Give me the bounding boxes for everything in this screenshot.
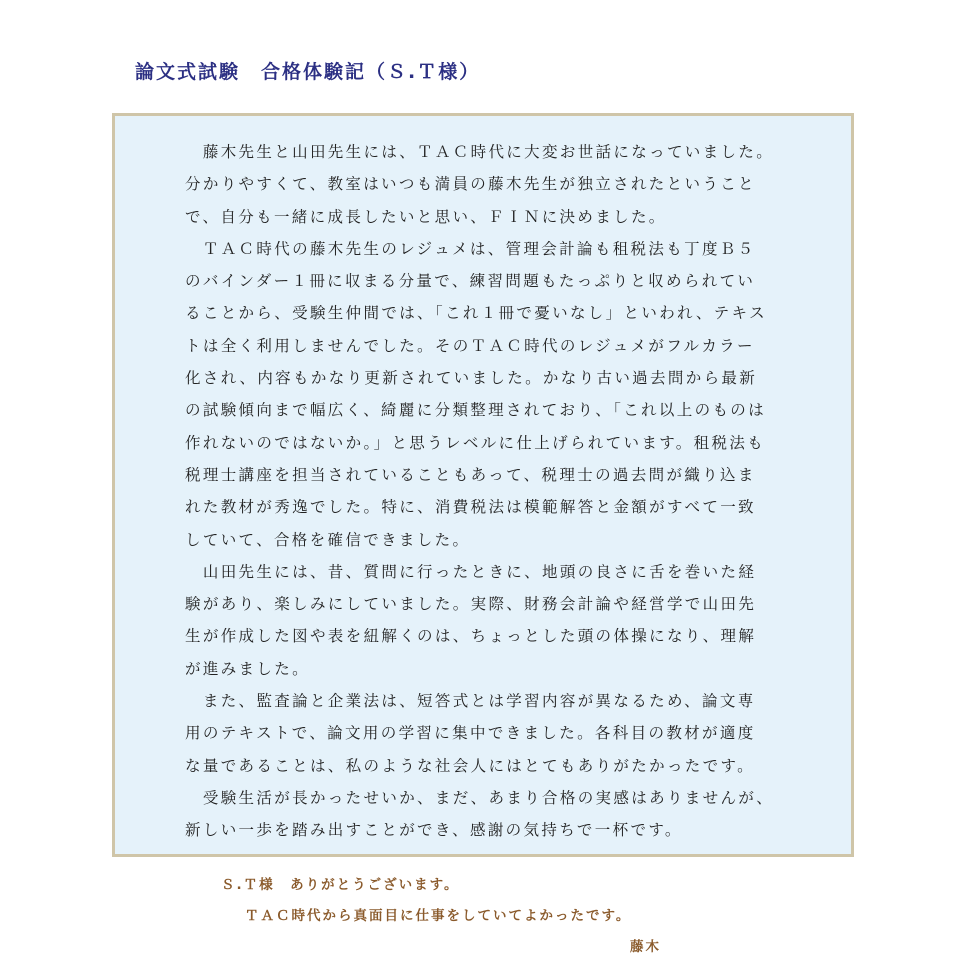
testimonial-line: ることから、受験生仲間では、「これ１冊で憂いなし」といわれ、テキス [185,304,767,323]
testimonial-box [112,113,854,857]
testimonial-line: のバインダー１冊に収まる分量で、練習問題もたっぷりと収められてい [185,272,756,291]
reply-message: ＴＡＣ時代から真面目に仕事をしていてよかったです。 [245,908,632,924]
testimonial-line: が進みました。 [185,659,310,678]
testimonial-line: の試験傾向まで幅広く、綺麗に分類整理されており、「これ以上のものは [185,401,766,420]
testimonial-line: トは全く利用しませんでした。そのＴＡＣ時代のレジュメがフルカラー [185,336,755,355]
testimonial-line: 化され、内容もかなり更新されていました。かなり古い過去問から最新 [185,369,758,388]
testimonial-line: で、自分も一緒に成長したいと思い、ＦＩＮに決めました。 [185,207,667,226]
testimonial-line: 験があり、楽しみにしていました。実際、財務会計論や経営学で山田先 [185,595,757,614]
testimonial-line: していて、合格を確信できました。 [185,530,471,549]
testimonial-line: 受験生活が長かったせいか、まだ、あまり合格の実感はありませんが、 [185,788,775,807]
testimonial-line: 藤木先生と山田先生には、ＴＡＣ時代に大変お世話になっていました。 [185,143,775,161]
testimonial-line: ＴＡＣ時代の藤木先生のレジュメは、管理会計論も租税法も丁度Ｂ５ [185,239,756,258]
testimonial-line: また、監査論と企業法は、短答式とは学習内容が異なるため、論文専 [185,692,756,711]
testimonial-line: 新しい一歩を踏み出すことができ、感謝の気持ちで一杯です。 [185,821,683,840]
page-title: 論文式試験 合格体験記（Ｓ.Ｔ様） [135,61,481,83]
testimonial-line: 作れないのではないか。」と思うレベルに仕上げられています。租税法も [185,433,766,452]
reply-signature: 藤木 [630,939,661,955]
testimonial-line: 山田先生には、昔、質問に行ったときに、地頭の良さに舌を巻いた経 [185,562,757,581]
testimonial-line: 分かりやすくて、教室はいつも満員の藤木先生が独立されたということ [185,175,756,194]
testimonial-line: 生が作成した図や表を紐解くのは、ちょっとした頭の体操になり、理解 [185,627,757,646]
testimonial-line: 税理士講座を担当されていることもあって、税理士の過去問が織り込ま [185,465,756,484]
reply-greeting: Ｓ.Ｔ様 ありがとうございます。 [221,877,460,893]
testimonial-body [185,136,805,847]
testimonial-line: れた教材が秀逸でした。特に、消費税法は模範解答と金額がすべて一致 [185,498,756,517]
testimonial-line: な量であることは、私のような社会人にはとてもありがたかったです。 [185,756,755,775]
testimonial-line: 用のテキストで、論文用の学習に集中できました。各科目の教材が適度 [185,724,756,743]
